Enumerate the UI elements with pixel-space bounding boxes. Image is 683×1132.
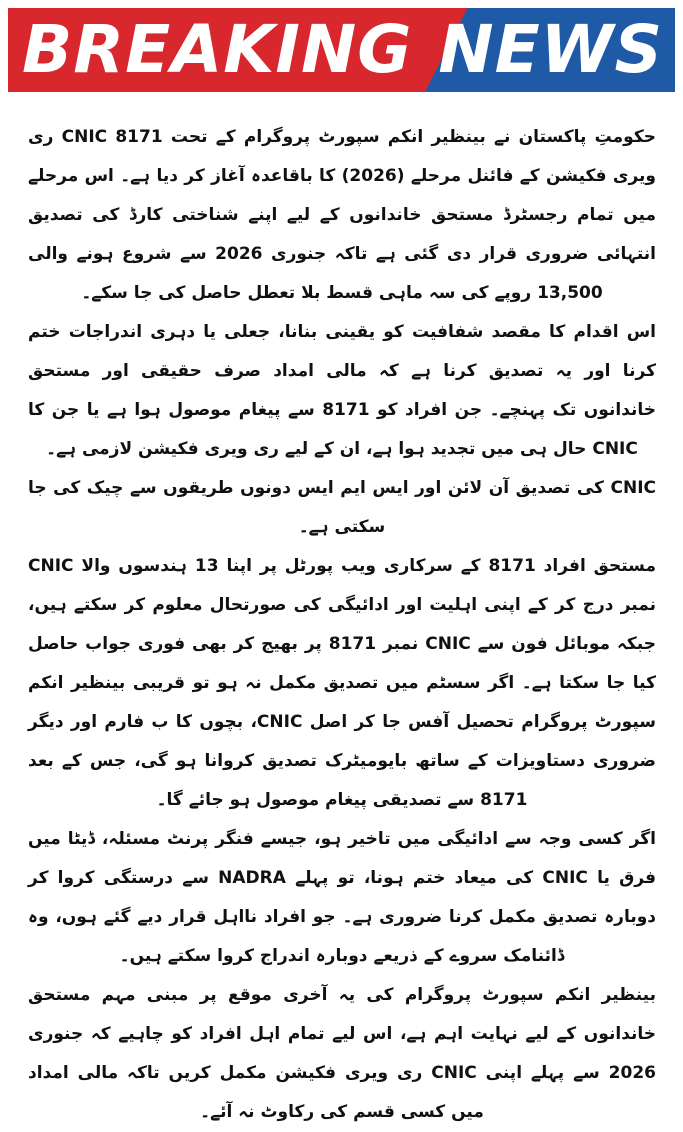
article-paragraph: اس اقدام کا مقصد شفافیت کو یقینی بنانا، جعلی یا دہری اندراجات ختم کرنا اور یہ تصدیق کرنا ہے کہ مالی امداد صرف حقیقی اور مستحق خاندانوں تک پہنچے۔ جن افراد کو 8171 سے پیغام موصول ہوا ہے یا جن کا CNIC حال ہی میں تجدید ہوا ہے، ان کے لیے ری ویری فکیشن لازمی ہے۔	[28, 322, 657, 459]
article-paragraph: حکومتِ پاکستان نے بینظیر انکم سپورٹ پروگرام کے تحت CNIC 8171 ری ویری فکیشن کے فائنل مرحلے (2026) کا باقاعدہ آغاز کر دیا ہے۔ اس مرحلے میں تمام رجسٹرڈ مستحق خاندانوں کے لیے اپنے شناختی کارڈ کی تصدیق انتہائی ضروری قرار دی گئی ہے تاکہ جنوری 2026 سے شروع ہونے والی 13,500 روپے کی سہ ماہی قسط بلا تعطل حاصل کی جا سکے۔	[28, 127, 657, 303]
banner-word-breaking: BREAKING	[22, 11, 413, 88]
article-paragraph: اگر کسی وجہ سے ادائیگی میں تاخیر ہو، جیسے فنگر پرنٹ مسئلہ، ڈیٹا میں فرق یا CNIC کی میعاد ختم ہونا، تو پہلے NADRA سے درستگی کروا کر دوبارہ تصدیق مکمل کرنا ضروری ہے۔ جو افراد نااہل قرار دیے گئے ہوں، وہ ڈائنامک سروے کے ذریعے دوبارہ اندراج کروا سکتے ہیں۔	[28, 829, 656, 966]
article-body	[28, 118, 657, 1122]
article-paragraph: بینظیر انکم سپورٹ پروگرام کی یہ آخری موقع پر مبنی مہم مستحق خاندانوں کے لیے نہایت اہم ہے، اس لیے تمام اہل افراد کو چاہیے کہ جنوری 2026 سے پہلے اپنی CNIC ری ویری فکیشن مکمل کریں تاکہ مالی امداد میں کسی قسم کی رکاوٹ نہ آئے۔	[28, 985, 656, 1122]
article-paragraph: CNIC کی تصدیق آن لائن اور ایس ایم ایس دونوں طریقوں سے چیک کی جا سکتی ہے۔	[28, 478, 656, 537]
breaking-news-banner	[8, 8, 675, 92]
banner-word-news: NEWS	[438, 11, 663, 88]
article-paragraph: مستحق افراد 8171 کے سرکاری ویب پورٹل پر اپنا 13 ہندسوں والا CNIC نمبر درج کر کے اپنی اہلیت اور ادائیگی کی صورتحال معلوم کر سکتے ہیں، جبکہ موبائل فون سے CNIC نمبر 8171 پر بھیج کر بھی فوری جواب حاصل کیا جا سکتا ہے۔ اگر سسٹم میں تصدیق مکمل نہ ہو تو قریبی بینظیر انکم سپورٹ پروگرام تحصیل آفس جا کر اصل CNIC، بچوں کا ب فارم اور دیگر ضروری دستاویزات کے ساتھ بایومیٹرک تصدیق کروانا ہو گی، جس کے بعد 8171 سے تصدیقی پیغام موصول ہو جائے گا۔	[28, 556, 657, 810]
